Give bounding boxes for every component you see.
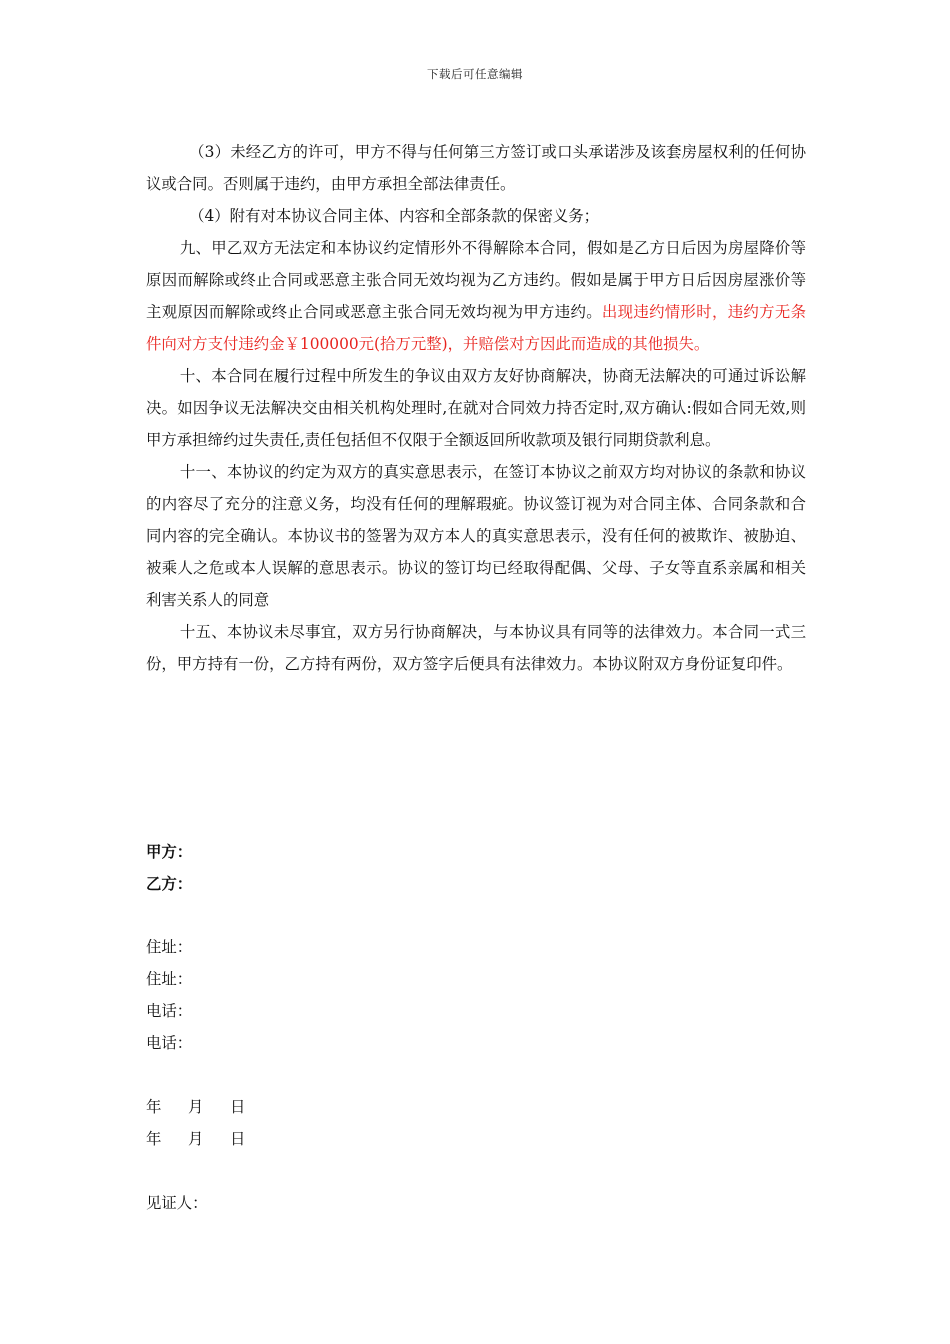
phone-label-2: 电话：: [146, 1034, 193, 1052]
address-label-2: 住址：: [146, 970, 193, 988]
clause-3: （3）未经乙方的许可，甲方不得与任何第三方签订或口头承诺涉及该套房屋权利的任何协议或合同。否则属于违约，由甲方承担全部法律责任。: [146, 143, 806, 193]
date-year: 年: [146, 1130, 162, 1148]
date-line-1: [146, 1091, 272, 1123]
date-day: 日: [230, 1098, 246, 1116]
clause-9-penalty-text: 出现违约情形时，违约方无条件向对方支付违约金￥100000元(拾万元整)，并赔偿对方因此而造成的其他损失。: [146, 303, 806, 353]
party-a-label: 甲方：: [146, 843, 193, 861]
address-label-1: 住址：: [146, 938, 193, 956]
witness-label: 见证人：: [146, 1194, 208, 1212]
date-month: 月: [188, 1098, 204, 1116]
date-year: 年: [146, 1098, 162, 1116]
party-b-label: 乙方：: [146, 875, 193, 893]
clause-10: 十、本合同在履行过程中所发生的争议由双方友好协商解决，协商无法解决的可通过诉讼解决。如因争议无法解决交由相关机构处理时,在就对合同效力持否定时,双方确认:假如合同无效,则甲方承担缔约过失责任,责任包括但不仅限于全额返回所收款项及银行同期贷款利息。: [146, 367, 806, 449]
date-month: 月: [188, 1130, 204, 1148]
clause-9-text: 九、甲乙双方无法定和本协议约定情形外不得解除本合同，假如是乙方日后因为房屋降价等原因而解除或终止合同或恶意主张合同无效均视为乙方违约。假如是属于甲方日后因房屋涨价等主观原因而解除或终止合同或恶意主张合同无效均视为甲方违约。: [146, 239, 806, 321]
clause-11: 十一、本协议的约定为双方的真实意思表示，在签订本协议之前双方均对协议的条款和协议的内容尽了充分的注意义务，均没有任何的理解瑕疵。协议签订视为对合同主体、合同条款和合同内容的完全确认。本协议书的签署为双方本人的真实意思表示，没有任何的被欺诈、被胁迫、被乘人之危或本人误解的意思表示。协议的签订均已经取得配偶、父母、子女等直系亲属和相关利害关系人的同意: [146, 463, 806, 609]
page-header-note: 下载后可任意编辑: [427, 67, 523, 81]
clause-15: 十五、本协议未尽事宜，双方另行协商解决，与本协议具有同等的法律效力。本合同一式三份，甲方持有一份，乙方持有两份，双方签字后便具有法律效力。本协议附双方身份证复印件。: [146, 623, 806, 673]
clause-9: [146, 232, 806, 360]
clause-4: （4）附有对本协议合同主体、内容和全部条款的保密义务；: [189, 207, 600, 225]
phone-label-1: 电话：: [146, 1002, 193, 1020]
date-day: 日: [230, 1130, 246, 1148]
date-line-2: [146, 1123, 272, 1155]
contract-body: [146, 136, 806, 680]
